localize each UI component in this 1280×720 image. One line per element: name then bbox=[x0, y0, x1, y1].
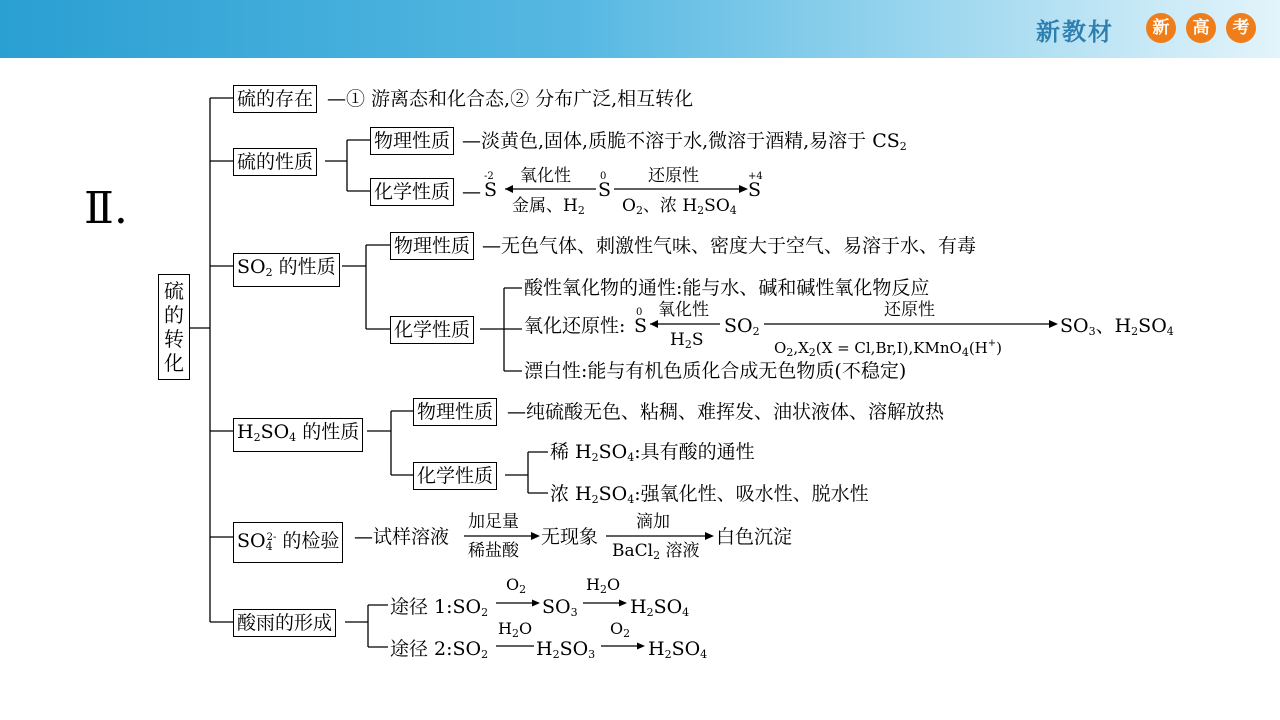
sulfur-physical-text: —淡黄色,固体,质脆不溶于水,微溶于酒精,易溶于 $CS_2$ bbox=[462, 130, 907, 153]
h2so4-physical-text: —纯硫酸无色、粘稠、难挥发、油状液体、溶解放热 bbox=[507, 401, 945, 423]
arrow-label-bacl2: BaCl$_2$ 溶液 bbox=[612, 541, 700, 562]
so2-bleach-text: 漂白性:能与有机色质化合成无色物质(不稳定) bbox=[524, 360, 907, 382]
sulfate-result: 白色沉淀 bbox=[716, 526, 793, 548]
route2-end: $H_2SO_4$ bbox=[648, 638, 708, 661]
node-acid-rain: 酸雨的形成 bbox=[233, 609, 336, 637]
route2-label: 途径 $2:SO_2$ bbox=[390, 638, 489, 661]
route2-mid: $H_2SO_3$ bbox=[536, 638, 596, 661]
node-h2so4-physical: 物理性质 bbox=[413, 398, 497, 426]
node-so2-properties: $SO_2$ 的性质 bbox=[233, 253, 340, 287]
arrow-label-add-excess: 加足量 bbox=[468, 512, 519, 532]
route1-end: $H_2SO_4$ bbox=[630, 596, 690, 619]
so2-product: $SO_3$、$H_2SO_4$ bbox=[1060, 315, 1174, 338]
section-number: Ⅱ. bbox=[84, 183, 128, 234]
node-so2-physical: 物理性质 bbox=[390, 232, 474, 260]
so2-acidic-text: 酸性氧化物的通性:能与水、碱和碱性氧化物反应 bbox=[524, 277, 930, 299]
route1-arrow1-label: $O_2$ bbox=[506, 575, 527, 596]
arrow-label-h2s: $H_2S$ bbox=[670, 330, 704, 351]
s-mid-ox: 0 bbox=[600, 171, 607, 182]
so2-s: S bbox=[634, 315, 648, 337]
route1-arrow2-label: $H_2O$ bbox=[586, 575, 621, 596]
node-h2so4-properties: $H_2SO_4$ 的性质 bbox=[233, 418, 363, 452]
so2-redox-label: 氧化还原性: bbox=[524, 315, 626, 337]
arrow-label-metal-h2: 金属、$H_2$ bbox=[512, 196, 585, 217]
node-sulfate-test: $SO_4^{2-}$ 的检验 bbox=[233, 522, 343, 563]
node-h2so4-chemical: 化学性质 bbox=[413, 462, 497, 490]
s-left: S bbox=[484, 179, 498, 201]
node-so2-chemical: 化学性质 bbox=[390, 316, 474, 344]
arrow-label-dilute-hcl: 稀盐酸 bbox=[468, 541, 519, 561]
badge-gao: 高 bbox=[1186, 13, 1216, 43]
conc-h2so4-text: 浓 $H_2SO_4$:强氧化性、吸水性、脱水性 bbox=[550, 483, 869, 506]
route2-arrow2-label: $O_2$ bbox=[610, 619, 631, 640]
s-right-ox: +4 bbox=[748, 171, 763, 182]
so2-s-ox: 0 bbox=[636, 307, 643, 318]
dash: — bbox=[462, 181, 481, 203]
existence-text: —① 游离态和化合态,② 分布广泛,相互转化 bbox=[327, 88, 694, 110]
node-sulfur-properties: 硫的性质 bbox=[233, 148, 317, 176]
sulfate-sample: —试样溶液 bbox=[354, 526, 450, 548]
so2-formula: $SO_2$ bbox=[724, 315, 760, 338]
badge-xin: 新 bbox=[1146, 13, 1176, 43]
route2-arrow1-label: $H_2O$ bbox=[498, 619, 533, 640]
arrow-label-so2-oxidizing: 氧化性 bbox=[658, 300, 709, 320]
dilute-h2so4-text: 稀 $H_2SO_4$:具有酸的通性 bbox=[550, 441, 755, 464]
sulfate-no-phenomenon: 无现象 bbox=[541, 526, 599, 548]
arrow-label-oxidizing: 氧化性 bbox=[520, 166, 571, 186]
arrow-label-o2-conc-h2so4: $O_2$、浓 $H_2SO_4$ bbox=[622, 196, 737, 217]
so2-physical-text: —无色气体、刺激性气味、密度大于空气、易溶于水、有毒 bbox=[482, 235, 977, 257]
arrow-label-drip: 滴加 bbox=[636, 512, 670, 532]
s-right: S bbox=[748, 179, 762, 201]
node-sulfur-chemical: 化学性质 bbox=[370, 178, 454, 206]
s-mid: S bbox=[598, 179, 612, 201]
route1-label: 途径 $1:SO_2$ bbox=[390, 596, 489, 619]
arrow-label-oxidants: $O_2,X_2(X$ = Cl,Br,I),KMnO$_4$(H+) bbox=[774, 338, 1003, 359]
node-sulfur-physical: 物理性质 bbox=[370, 127, 454, 155]
route1-mid: $SO_3$ bbox=[542, 596, 578, 619]
brand-title: 新教材 bbox=[1036, 18, 1114, 46]
node-sulfur-existence: 硫的存在 bbox=[233, 85, 317, 113]
arrow-label-reducing: 还原性 bbox=[648, 166, 699, 186]
root-node: 硫的转化 bbox=[158, 274, 190, 380]
badge-kao: 考 bbox=[1226, 13, 1256, 43]
s-left-ox: -2 bbox=[484, 171, 494, 182]
arrow-label-so2-reducing: 还原性 bbox=[884, 300, 935, 320]
